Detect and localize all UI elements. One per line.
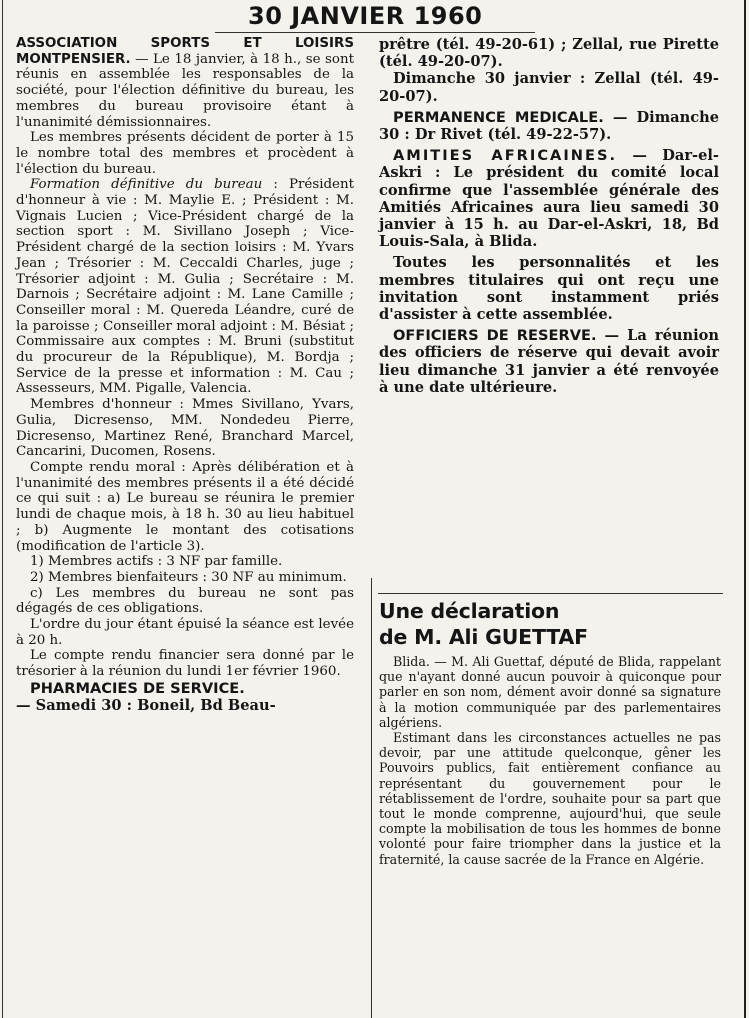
column-divider <box>371 578 372 1018</box>
moral-report-paragraph: Compte rendu moral : Après délibération et à l'unanimité des membres présents il a été décidé ce qui suit : a) Le bureau se réunira le premier lundi de chaque mois, à 18 h. 30 au lieu habituel ; b) Augmente le montant des cotisations (modification de l'article 3). <box>16 459 354 554</box>
association-paragraph <box>16 36 354 130</box>
bureau-obligations-paragraph: c) Les membres du bureau ne sont pas dégagés de ces obligations. <box>16 585 354 617</box>
pharmacies-heading: PHARMACIES DE SERVICE. <box>30 679 245 697</box>
amities-paragraph: AMITIES AFRICAINES. — Dar-el-Askri : Le président du comité local confirme que l'assemblée générale des Amitiés Africaines aura lieu samedi 30 janvier à 15 h. au Dar-el-Askri, 18, Bd Louis-Sala, à Blida. <box>379 147 719 251</box>
medicale-paragraph <box>379 109 719 143</box>
declaration-title-line2: de M. Ali GUETTAF <box>379 625 588 649</box>
pharmacies-continued: prêtre (tél. 49-20-61) ; Zellal, rue Pirette (tél. 49-20-07). <box>379 36 719 71</box>
declaration-paragraph-1: Blida. — M. Ali Guettaf, député de Blida, rappelant que n'ayant donné aucun pouvoir à quiconque pour parler en son nom, dément avoir donné sa signature à la motion communiquée par des parlementaires algériens. <box>379 654 721 730</box>
bureau-paragraph <box>16 177 354 397</box>
declaration-title-line1: Une déclaration <box>379 599 560 623</box>
agenda-paragraph: L'ordre du jour étant épuisé la séance est levée à 20 h. <box>16 617 354 648</box>
active-members-paragraph: 1) Membres actifs : 3 NF par famille. <box>30 554 283 570</box>
bureau-text: : Président d'honneur à vie : M. Maylie E. ; Président : M. Vignais Lucien ; Vice-Président chargé de la section sport : M. Sivillano Joseph ; Vice-Président chargé de la section loisirs : M. Yvars Jean ; Trésorier : M. Ceccaldi Charles, juge ; Trésorier adjoint : M. Gulia ; Secrétaire : M. Darnois ; Secrétaire adjoint : M. Lane Camille ; Conseiller moral : M. Quereda Léandre, curé de la paroisse ; Conseiller moral adjoint : M. Bésiat ; Commissaire aux comptes : M. Bruni (substitut du procureur de la République), M. Bordja ; Service de la presse et information : M. Cau ; Assesseurs, MM. Pigalle, Valencia. <box>16 177 354 397</box>
page-edge-left <box>2 0 3 1018</box>
date-rule <box>215 32 535 33</box>
amities-heading: AMITIES AFRICAINES. <box>393 147 618 165</box>
declaration-rule <box>378 593 723 594</box>
amities-place: Dar-el-Askri <box>379 147 719 182</box>
declaration-article <box>379 598 721 867</box>
amities-text: : Le président du comité local confirme que l'assemblée générale des Amitiés Africaines aura lieu samedi 30 janvier à 15 h. au Dar-el-Askri, 18, Bd Louis-Sala, à Blida. <box>379 164 719 251</box>
pharmacies-sunday: Dimanche 30 janvier : Zellal (tél. 49-20-07). <box>379 70 719 105</box>
financial-report-paragraph: Le compte rendu financier sera donné par le trésorier à la réunion du lundi 1er février 1960. <box>16 648 354 680</box>
bureau-label: Formation définitive du bureau <box>30 177 263 193</box>
declaration-paragraph-2: Estimant dans les circonstances actuelles ne pas devoir, par une attitude quelconque, gêner les Pouvoirs publics, fait entièrement confiance au représentant du gouvernement pour le rétablissement de l'ordre, souhaite pour sa part que tout le monde comprenne, aujourd'hui, que seule compte la mobilisation de tous les hommes de bonne volonté pour faire triompher dans la justice et la fraternité, la cause sacrée de la France en Algérie. <box>379 730 721 867</box>
page-date: 30 JANVIER 1960 <box>248 2 483 30</box>
declaration-headline <box>379 598 721 650</box>
page-edge-right <box>744 0 746 1018</box>
officiers-text: — La réunion des officiers de réserve qui devait avoir lieu dimanche 31 janvier a été renvoyée à une date ultérieure. <box>379 327 720 396</box>
medicale-text: — Dimanche 30 : Dr Rivet (tél. 49-22-57). <box>379 108 719 144</box>
declaration-body <box>379 654 721 867</box>
medicale-heading: PERMANENCE MEDICALE. <box>393 108 604 126</box>
pharmacies-line: — Samedi 30 : Boneil, Bd Beau- <box>16 697 276 715</box>
honorary-members-paragraph: Membres d'honneur : Mmes Sivillano, Yvars, Gulia, Dicresenso, MM. Nondedeu Pierre, Dicresenso, Martinez René, Branchard Marcel, Cancarini, Ducomen, Rosens. <box>16 397 354 460</box>
amities-invitation: Toutes les personnalités et les membres titulaires qui ont reçu une invitation sont instamment priés d'assister à cette assemblée. <box>379 254 719 324</box>
right-column <box>379 36 719 396</box>
officiers-paragraph <box>379 327 719 396</box>
members-paragraph: Les membres présents décident de porter à 15 le nombre total des membres et procèdent à l'élection du bureau. <box>16 130 354 177</box>
left-column <box>16 36 354 714</box>
association-heading: ASSOCIATION SPORTS ET LOISIRS MONTPENSIER. <box>16 36 354 67</box>
benefactors-paragraph: 2) Membres bienfaiteurs : 30 NF au minimum. <box>30 569 347 585</box>
officiers-heading: OFFICIERS DE RESERVE. <box>393 327 597 345</box>
association-text: — Le 18 janvier, à 18 h., se sont réunis en assemblée les responsables de la société, pour l'élection définitive du bureau, les membres du bureau provisoire étant à l'unanimité démissionnaires. <box>16 51 354 130</box>
